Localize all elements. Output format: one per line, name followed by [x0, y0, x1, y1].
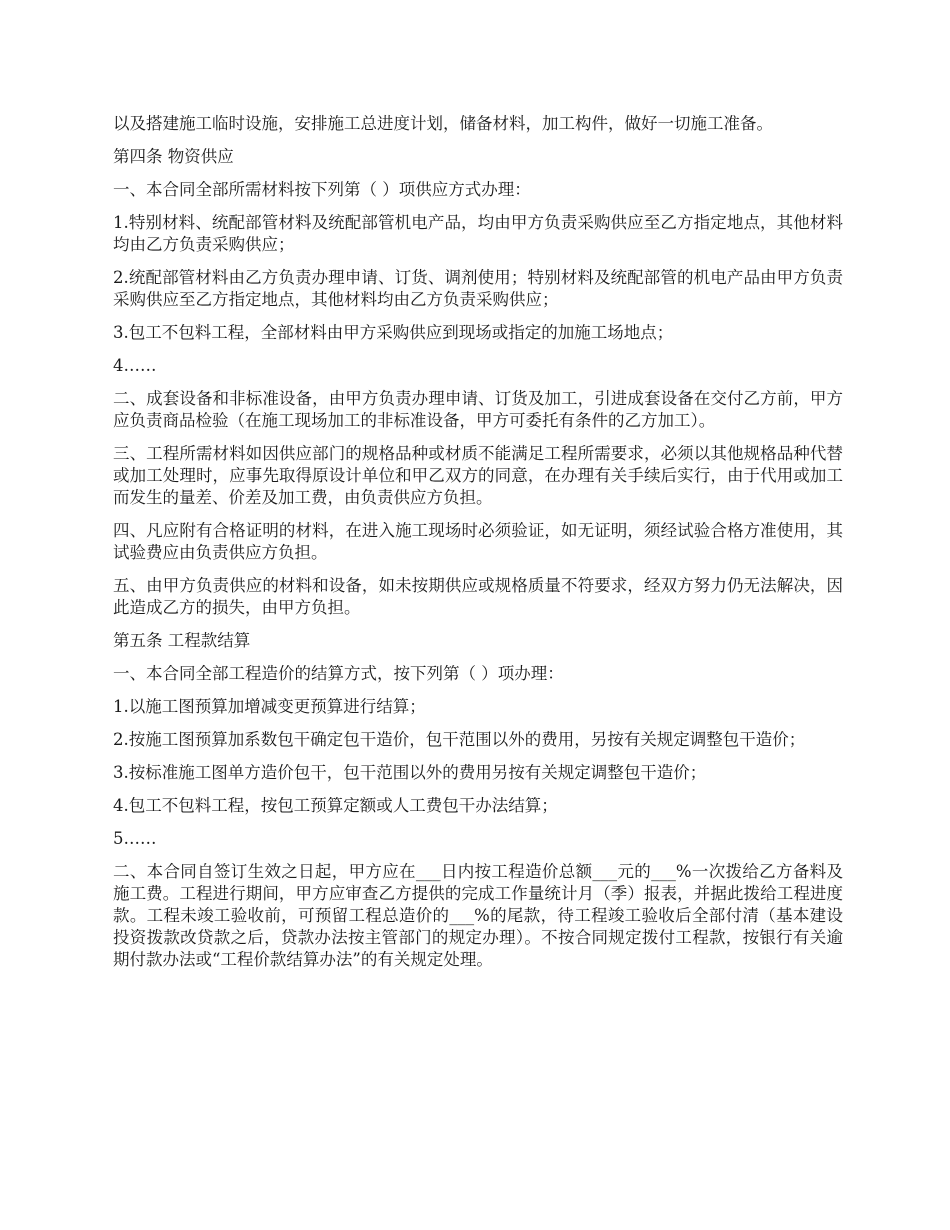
paragraph-certification: 四、凡应附有合格证明的材料，在进入施工现场时必须验证，如无证明，须经试验合格方准使用，其试验费应由负责供应方负担。 — [113, 521, 843, 562]
document-page — [113, 113, 843, 982]
paragraph-supply-option-2: 2.统配部管材料由乙方负责办理申请、订货、调剂使用；特别材料及统配部管的机电产品由甲方负责采购供应至乙方指定地点，其他材料均由乙方负责采购供应； — [113, 268, 843, 309]
paragraph-settlement-option-5: 5…… — [113, 829, 157, 848]
paragraph-settlement-option-3: 3.按标准施工图单方造价包干，包干范围以外的费用另按有关规定调整包干造价； — [113, 763, 707, 782]
paragraph-prep-work: 以及搭建施工临时设施，安排施工总进度计划，储备材料，加工构件，做好一切施工准备。 — [113, 114, 773, 133]
paragraph-settlement-option-4: 4.包工不包料工程，按包工预算定额或人工费包干办法结算； — [113, 796, 558, 815]
paragraph-settlement-method: 一、本合同全部工程造价的结算方式，按下列第（ ）项办理： — [113, 664, 564, 683]
paragraph-equipment: 二、成套设备和非标准设备，由甲方负责办理申请、订货及加工，引进成套设备在交付乙方前，甲方应负责商品检验（在施工现场加工的非标准设备，甲方可委托有条件的乙方加工）。 — [113, 389, 843, 430]
paragraph-supply-method: 一、本合同全部所需材料按下列第（ ）项供应方式办理： — [113, 180, 531, 199]
paragraph-material-substitution: 三、工程所需材料如因供应部门的规格品种或材质不能满足工程所需要求，必须以其他规格品种代替或加工处理时，应事先取得原设计单位和甲乙双方的同意，在办理有关手续后实行，由于代用或加工而发生的量差、价差及加工费，由负责供应方负担。 — [113, 444, 843, 507]
paragraph-supply-option-3: 3.包工不包料工程，全部材料由甲方采购供应到现场或指定的加施工场地点； — [113, 323, 674, 342]
paragraph-settlement-option-1: 1.以施工图预算加增减变更预算进行结算； — [113, 697, 426, 716]
paragraph-settlement-option-2: 2.按施工图预算加系数包干确定包干造价，包干范围以外的费用，另按有关规定调整包干造价； — [113, 730, 806, 749]
paragraph-supply-delay: 五、由甲方负责供应的材料和设备，如未按期供应或规格质量不符要求，经双方努力仍无法解决，因此造成乙方的损失，由甲方负担。 — [113, 576, 843, 617]
section-heading-article-5: 第五条 工程款结算 — [113, 631, 251, 650]
paragraph-supply-option-4: 4…… — [113, 356, 157, 375]
paragraph-supply-option-1: 1.特别材料、统配部管材料及统配部管机电产品，均由甲方负责采购供应至乙方指定地点，其他材料均由乙方负责采购供应； — [113, 213, 843, 254]
section-heading-article-4: 第四条 物资供应 — [113, 147, 234, 166]
paragraph-payment-terms: 二、本合同自签订生效之日起，甲方应在___日内按工程造价总额___元的___%一次拨给乙方备料及施工费。工程进行期间，甲方应审查乙方提供的完成工作量统计月（季）报表，并据此拨给工程进度款。工程未竣工验收前，可预留工程总造价的___%的尾款，待工程竣工验收后全部付清（基本建设投资拨款改贷款之后，贷款办法按主管部门的规定办理）。不按合同规定拨付工程款，按银行有关逾期付款办法或“工程价款结算办法”的有关规定处理。 — [113, 862, 843, 969]
